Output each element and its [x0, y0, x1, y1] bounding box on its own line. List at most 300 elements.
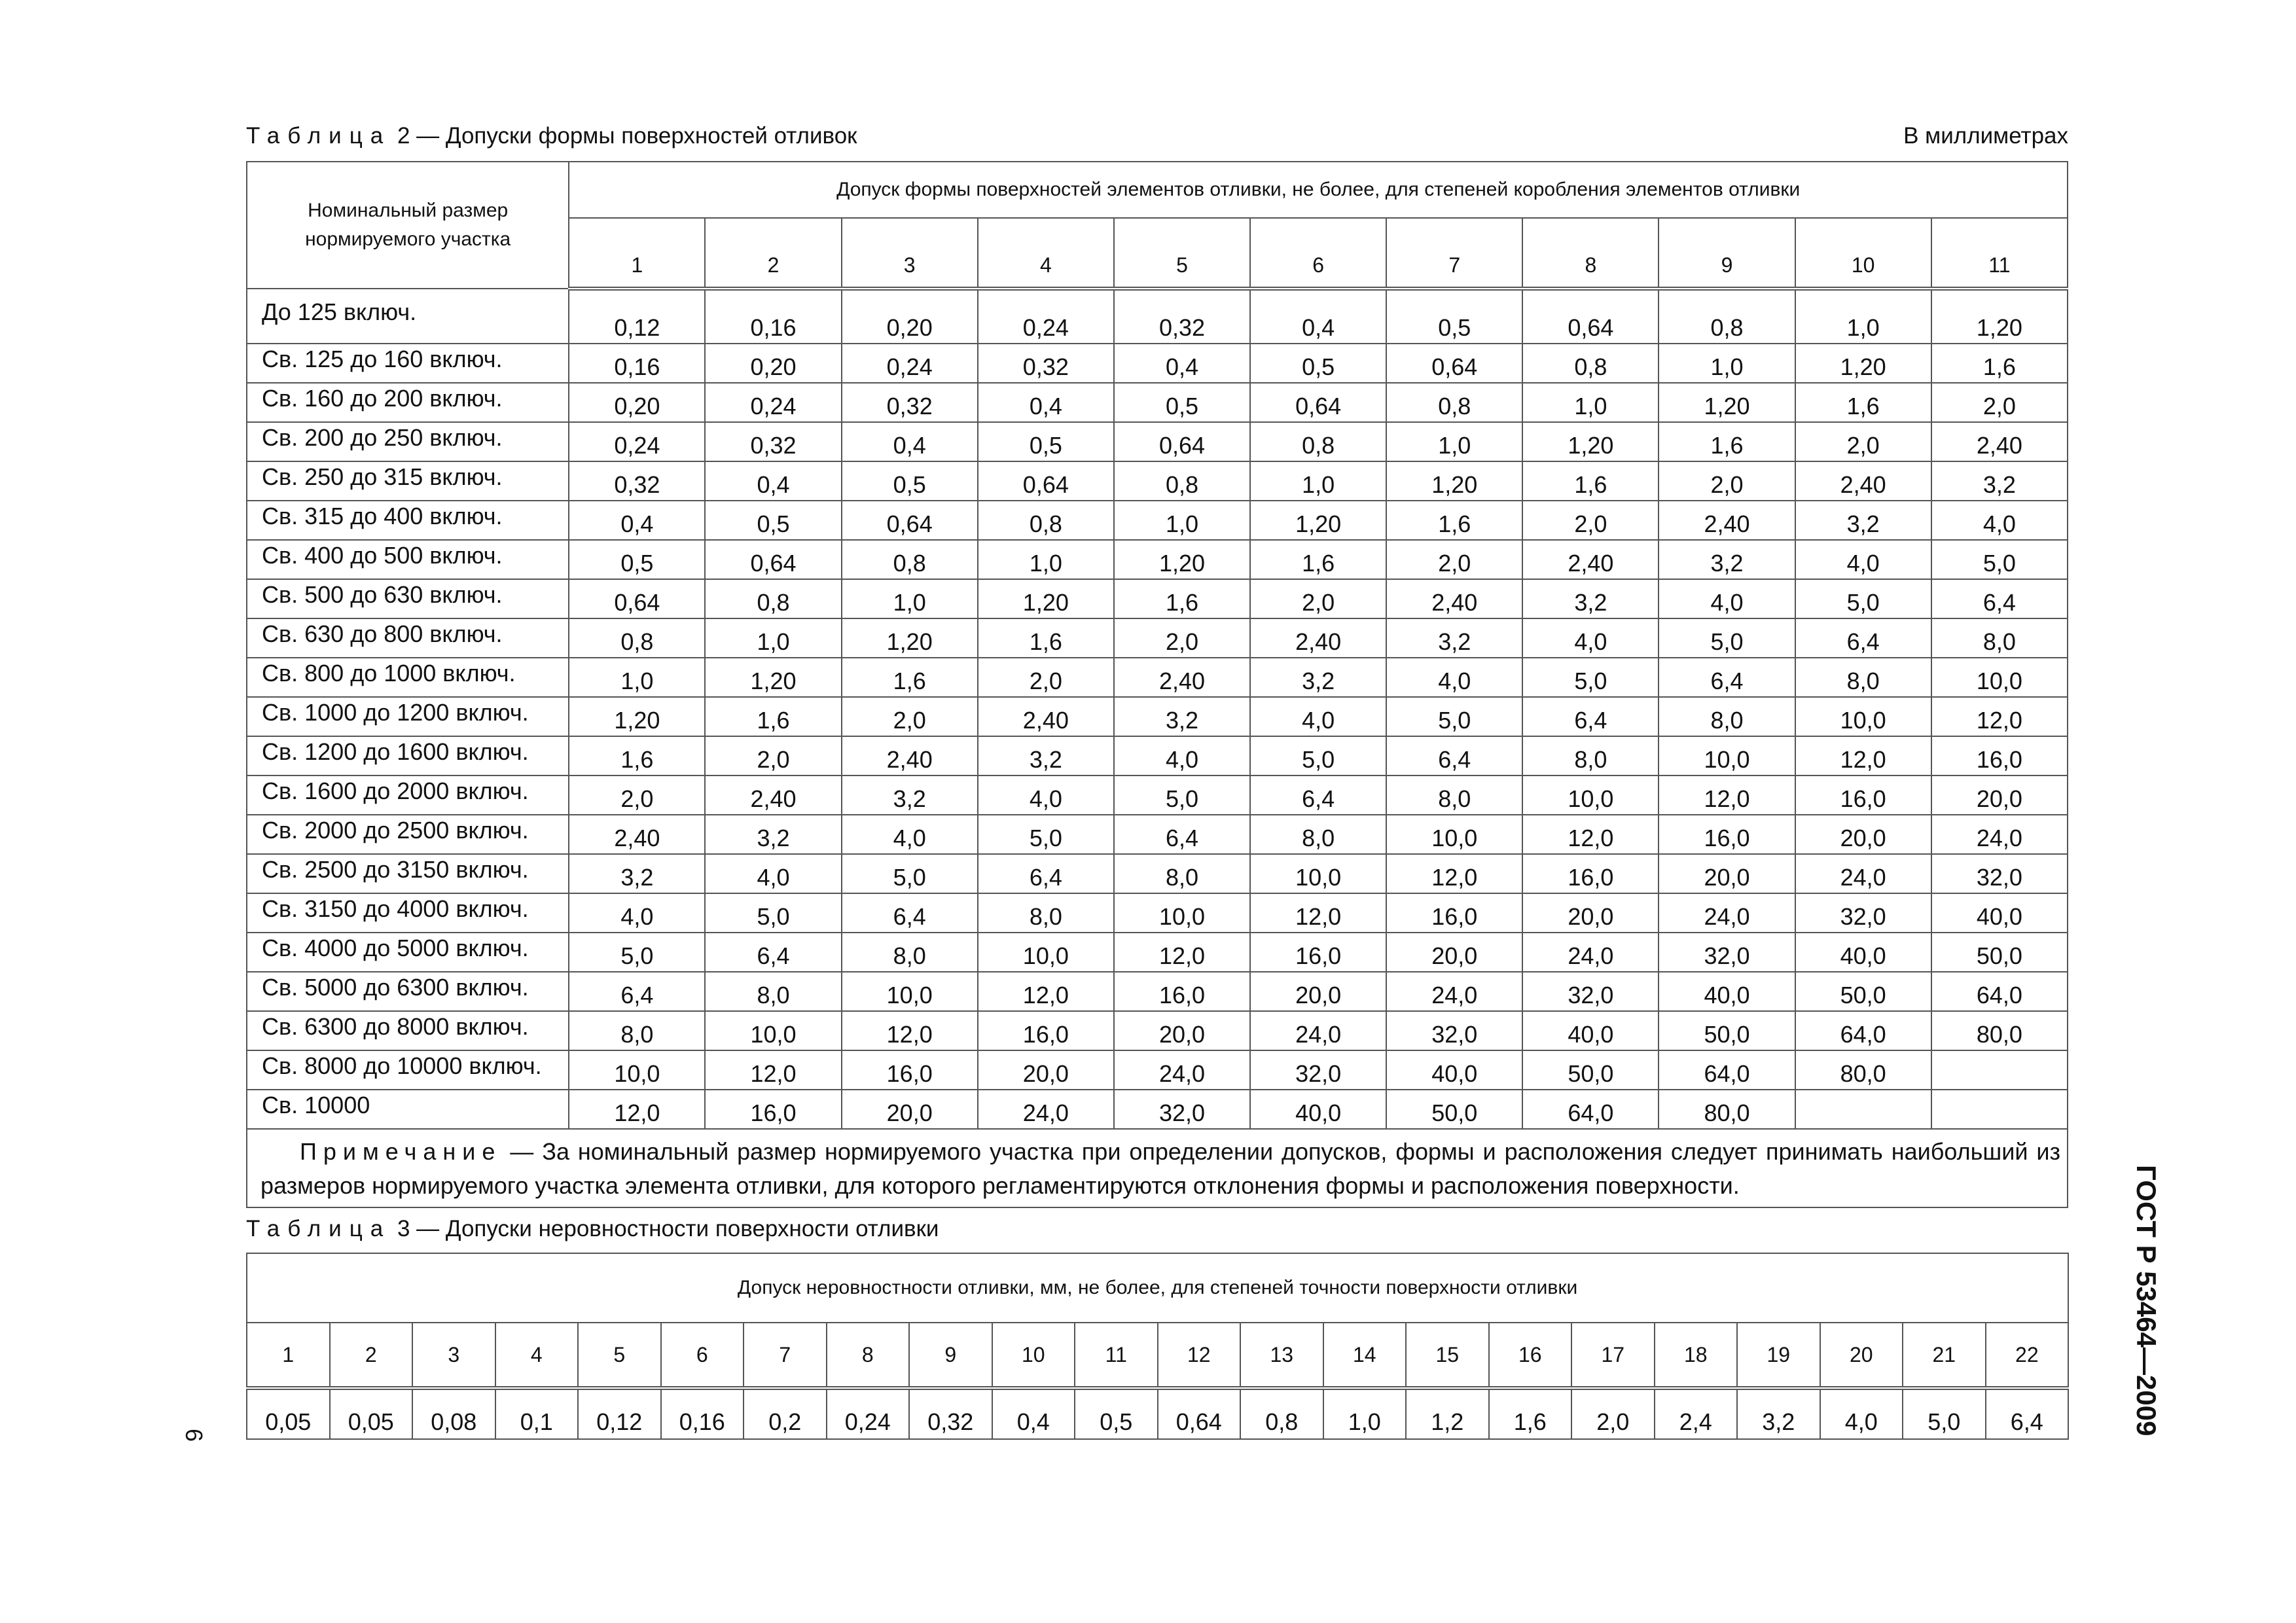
table-row	[247, 1050, 2068, 1090]
table-cell: 0,64	[978, 461, 1114, 501]
table-cell: 40,0	[1250, 1090, 1386, 1129]
table3-column-header: 13	[1240, 1323, 1323, 1388]
table-cell: 3,2	[1795, 501, 1931, 540]
table-cell: 12,0	[1931, 697, 2068, 736]
table-cell: 24,0	[1659, 893, 1795, 933]
row-label: Св. 315 до 400 включ.	[247, 501, 569, 540]
table3-column-header: 20	[1820, 1323, 1903, 1388]
table-cell: 0,5	[705, 501, 841, 540]
table-cell: 1,6	[978, 618, 1114, 658]
table-cell: 12,0	[1659, 776, 1795, 815]
table3-column-header: 22	[1986, 1323, 2069, 1388]
table-cell: 2,0	[1931, 383, 2068, 422]
table2-caption-prefix: Таблица	[246, 123, 391, 149]
table3-group-header: Допуск неровностности отливки, мм, не более, для степеней точности поверхности отливки	[247, 1253, 2068, 1323]
table-cell: 0,5	[569, 540, 705, 579]
table-cell: 20,0	[1931, 776, 2068, 815]
table-cell: 1,6	[1522, 461, 1659, 501]
table-cell: 16,0	[1250, 933, 1386, 972]
table-cell: 5,0	[1250, 736, 1386, 776]
table-cell: 8,0	[978, 893, 1114, 933]
table-cell: 24,0	[1114, 1050, 1250, 1090]
table3-column-header: 1	[247, 1323, 330, 1388]
table-cell: 0,64	[842, 501, 978, 540]
table-cell: 6,4	[569, 972, 705, 1011]
table-cell: 0,64	[1250, 383, 1386, 422]
table-cell: 2,40	[1931, 422, 2068, 461]
row-label: Св. 630 до 800 включ.	[247, 618, 569, 658]
table-cell: 32,0	[1386, 1011, 1522, 1050]
row-label: Св. 1000 до 1200 включ.	[247, 697, 569, 736]
table-cell: 1,0	[1522, 383, 1659, 422]
table-row	[247, 658, 2068, 697]
table-cell: 1,6	[1489, 1388, 1572, 1439]
table-cell: 8,0	[1386, 776, 1522, 815]
table-cell: 4,0	[1386, 658, 1522, 697]
table-cell: 1,20	[1522, 422, 1659, 461]
table-cell: 2,40	[1795, 461, 1931, 501]
table-cell: 0,5	[1386, 289, 1522, 344]
table-cell: 32,0	[1931, 854, 2068, 893]
table2-column-header: 5	[1114, 218, 1250, 289]
table-cell: 1,0	[1323, 1388, 1407, 1439]
table-cell: 50,0	[1795, 972, 1931, 1011]
table-cell: 3,2	[1522, 579, 1659, 618]
table-cell: 8,0	[1931, 618, 2068, 658]
table-cell: 1,0	[1114, 501, 1250, 540]
table3-column-header: 11	[1075, 1323, 1158, 1388]
table-cell: 2,0	[705, 736, 841, 776]
table-cell: 10,0	[978, 933, 1114, 972]
standard-designation: ГОСТ Р 53464—2009	[2131, 1165, 2162, 1436]
table-cell: 2,40	[1250, 618, 1386, 658]
table-cell: 2,40	[978, 697, 1114, 736]
table-cell: 0,20	[842, 289, 978, 344]
table-cell: 0,2	[744, 1388, 827, 1439]
table3-column-header: 10	[992, 1323, 1075, 1388]
table-cell: 0,4	[1114, 344, 1250, 383]
table-cell: 12,0	[1386, 854, 1522, 893]
table3-caption	[246, 1216, 939, 1242]
table-cell: 3,2	[1931, 461, 2068, 501]
table-cell: 4,0	[842, 815, 978, 854]
table-cell	[1795, 1090, 1931, 1129]
table-cell: 24,0	[1250, 1011, 1386, 1050]
table-cell: 2,40	[842, 736, 978, 776]
table-cell: 8,0	[569, 1011, 705, 1050]
row-label: Св. 160 до 200 включ.	[247, 383, 569, 422]
table-cell: 4,0	[1659, 579, 1795, 618]
table-cell: 10,0	[1386, 815, 1522, 854]
table-cell: 0,32	[842, 383, 978, 422]
table-cell: 12,0	[842, 1011, 978, 1050]
table-cell: 1,20	[569, 697, 705, 736]
table-cell: 20,0	[1659, 854, 1795, 893]
row-label: Св. 5000 до 6300 включ.	[247, 972, 569, 1011]
table-cell: 50,0	[1386, 1090, 1522, 1129]
table-cell: 1,6	[705, 697, 841, 736]
table-cell: 5,0	[1114, 776, 1250, 815]
table-cell: 6,4	[842, 893, 978, 933]
table-cell: 80,0	[1931, 1011, 2068, 1050]
table-cell: 6,4	[1114, 815, 1250, 854]
table-cell: 10,0	[842, 972, 978, 1011]
row-label: До 125 включ.	[247, 289, 569, 344]
row-label: Св. 8000 до 10000 включ.	[247, 1050, 569, 1090]
table3-column-header: 21	[1903, 1323, 1986, 1388]
table-cell: 20,0	[1250, 972, 1386, 1011]
table-cell: 2,40	[705, 776, 841, 815]
table-cell: 1,6	[569, 736, 705, 776]
table-cell: 40,0	[1931, 893, 2068, 933]
table-cell: 20,0	[1386, 933, 1522, 972]
table-cell: 24,0	[1386, 972, 1522, 1011]
table-cell: 1,6	[1931, 344, 2068, 383]
table-cell: 5,0	[1386, 697, 1522, 736]
table-cell: 0,8	[842, 540, 978, 579]
table-cell: 1,20	[978, 579, 1114, 618]
table-cell: 6,4	[978, 854, 1114, 893]
row-label: Св. 2500 до 3150 включ.	[247, 854, 569, 893]
table-cell: 0,4	[1250, 289, 1386, 344]
table-cell: 32,0	[1659, 933, 1795, 972]
table-cell: 0,24	[569, 422, 705, 461]
table-cell: 16,0	[842, 1050, 978, 1090]
table3-caption-title: 3 — Допуски неровностности поверхности отливки	[391, 1216, 939, 1241]
table-cell: 4,0	[1820, 1388, 1903, 1439]
table-cell: 40,0	[1522, 1011, 1659, 1050]
table-cell: 2,4	[1655, 1388, 1738, 1439]
table-cell: 1,0	[569, 658, 705, 697]
table-cell: 16,0	[1931, 736, 2068, 776]
table-cell: 0,32	[978, 344, 1114, 383]
table-cell: 50,0	[1931, 933, 2068, 972]
table-row	[247, 1090, 2068, 1129]
table-cell: 0,24	[705, 383, 841, 422]
table-cell: 2,0	[1250, 579, 1386, 618]
row-label: Св. 3150 до 4000 включ.	[247, 893, 569, 933]
table-row	[247, 1011, 2068, 1050]
table2-column-header: 10	[1795, 218, 1931, 289]
row-label: Св. 500 до 630 включ.	[247, 579, 569, 618]
table-cell: 12,0	[978, 972, 1114, 1011]
table-cell: 5,0	[1522, 658, 1659, 697]
table-row	[247, 422, 2068, 461]
table-cell: 8,0	[1250, 815, 1386, 854]
table-cell: 1,2	[1406, 1388, 1489, 1439]
table-cell: 40,0	[1659, 972, 1795, 1011]
table-cell: 0,16	[569, 344, 705, 383]
table-cell: 6,4	[1986, 1388, 2069, 1439]
table-cell: 2,0	[842, 697, 978, 736]
table-cell: 20,0	[1114, 1011, 1250, 1050]
table-cell: 16,0	[1795, 776, 1931, 815]
row-label: Св. 250 до 315 включ.	[247, 461, 569, 501]
table-cell: 2,0	[978, 658, 1114, 697]
table-cell: 0,32	[705, 422, 841, 461]
table2-column-header: 1	[569, 218, 705, 289]
table-cell: 6,4	[1659, 658, 1795, 697]
table-cell: 16,0	[1659, 815, 1795, 854]
table-cell: 1,0	[1659, 344, 1795, 383]
table-cell: 2,40	[1386, 579, 1522, 618]
table-row	[247, 933, 2068, 972]
table-cell: 10,0	[1931, 658, 2068, 697]
table-cell: 0,4	[569, 501, 705, 540]
table-cell: 20,0	[1795, 815, 1931, 854]
table-cell: 3,2	[1737, 1388, 1820, 1439]
table-cell: 4,0	[1250, 697, 1386, 736]
table-cell: 64,0	[1522, 1090, 1659, 1129]
table-cell: 10,0	[1522, 776, 1659, 815]
table3-column-header: 16	[1489, 1323, 1572, 1388]
table-row	[247, 618, 2068, 658]
table-cell: 16,0	[1386, 893, 1522, 933]
table-cell: 4,0	[1795, 540, 1931, 579]
table-cell: 5,0	[978, 815, 1114, 854]
table-cell: 1,6	[1659, 422, 1795, 461]
table-cell: 6,4	[705, 933, 841, 972]
table-cell: 6,4	[1931, 579, 2068, 618]
table-cell: 64,0	[1795, 1011, 1931, 1050]
table-cell: 0,4	[978, 383, 1114, 422]
table3-column-header: 17	[1571, 1323, 1655, 1388]
table-row	[247, 383, 2068, 422]
table-cell: 0,64	[705, 540, 841, 579]
table3-column-header: 9	[909, 1323, 992, 1388]
table-cell: 16,0	[1522, 854, 1659, 893]
table-cell: 8,0	[705, 972, 841, 1011]
table-cell: 0,8	[978, 501, 1114, 540]
table-cell: 2,0	[1571, 1388, 1655, 1439]
table-cell: 0,12	[578, 1388, 661, 1439]
table-cell: 12,0	[1114, 933, 1250, 972]
table3-caption-prefix: Таблица	[246, 1216, 391, 1241]
table2-column-header: 8	[1522, 218, 1659, 289]
table-cell: 1,20	[1114, 540, 1250, 579]
row-label: Св. 125 до 160 включ.	[247, 344, 569, 383]
table-cell: 3,2	[1386, 618, 1522, 658]
table-cell: 20,0	[842, 1090, 978, 1129]
table-cell: 2,0	[1522, 501, 1659, 540]
table3-column-header: 7	[744, 1323, 827, 1388]
table-cell: 0,64	[1158, 1388, 1241, 1439]
table-cell: 0,1	[495, 1388, 579, 1439]
table-cell: 0,16	[661, 1388, 744, 1439]
table-cell: 20,0	[978, 1050, 1114, 1090]
table-row	[247, 893, 2068, 933]
table-cell: 1,20	[1795, 344, 1931, 383]
table-cell: 0,20	[569, 383, 705, 422]
table-cell: 6,4	[1522, 697, 1659, 736]
table3-column-header: 4	[495, 1323, 579, 1388]
table-row	[247, 461, 2068, 501]
table-cell: 0,64	[1522, 289, 1659, 344]
table-cell: 4,0	[1522, 618, 1659, 658]
table-cell: 5,0	[569, 933, 705, 972]
row-label: Св. 10000	[247, 1090, 569, 1129]
table-cell: 1,6	[1795, 383, 1931, 422]
table-cell: 24,0	[1522, 933, 1659, 972]
table-cell: 32,0	[1522, 972, 1659, 1011]
table-cell: 5,0	[1659, 618, 1795, 658]
table-cell: 3,2	[1659, 540, 1795, 579]
table2-note	[247, 1129, 2068, 1207]
table-cell: 0,24	[978, 289, 1114, 344]
row-label: Св. 200 до 250 включ.	[247, 422, 569, 461]
table-cell: 10,0	[1114, 893, 1250, 933]
row-label: Св. 1600 до 2000 включ.	[247, 776, 569, 815]
table2	[246, 161, 2068, 1208]
table3-column-header: 2	[330, 1323, 413, 1388]
table-cell: 0,8	[705, 579, 841, 618]
table2-column-header: 6	[1250, 218, 1386, 289]
table-cell: 0,32	[909, 1388, 992, 1439]
table-cell: 1,0	[1250, 461, 1386, 501]
table-cell: 10,0	[705, 1011, 841, 1050]
table-cell: 0,05	[247, 1388, 330, 1439]
table-cell: 0,24	[827, 1388, 910, 1439]
table2-col0-header: Номинальный размер нормируемого участка	[247, 162, 569, 289]
table-cell: 6,4	[1250, 776, 1386, 815]
table-cell: 5,0	[1903, 1388, 1986, 1439]
table-cell: 2,40	[1659, 501, 1795, 540]
table-cell: 2,40	[569, 815, 705, 854]
table2-caption-title: 2 — Допуски формы поверхностей отливок	[391, 123, 857, 149]
table2-column-header: 2	[705, 218, 841, 289]
table-cell: 4,0	[1114, 736, 1250, 776]
table-cell: 3,2	[569, 854, 705, 893]
table-cell: 32,0	[1795, 893, 1931, 933]
table-cell	[1931, 1090, 2068, 1129]
table-cell: 8,0	[842, 933, 978, 972]
table-cell: 0,4	[705, 461, 841, 501]
table-cell: 20,0	[1522, 893, 1659, 933]
table-row	[247, 697, 2068, 736]
row-label: Св. 400 до 500 включ.	[247, 540, 569, 579]
table-cell: 40,0	[1386, 1050, 1522, 1090]
table-cell: 1,0	[842, 579, 978, 618]
table-cell: 0,4	[992, 1388, 1075, 1439]
row-label: Св. 4000 до 5000 включ.	[247, 933, 569, 972]
table-cell: 0,8	[1250, 422, 1386, 461]
table-cell: 50,0	[1522, 1050, 1659, 1090]
table-cell: 0,16	[705, 289, 841, 344]
table2-column-header: 11	[1931, 218, 2068, 289]
row-label: Св. 800 до 1000 включ.	[247, 658, 569, 697]
table-row	[247, 854, 2068, 893]
table-cell: 0,32	[569, 461, 705, 501]
table-cell: 2,0	[1386, 540, 1522, 579]
table-cell: 0,08	[412, 1388, 495, 1439]
page-number: 6	[181, 1428, 208, 1442]
table-cell: 1,6	[842, 658, 978, 697]
table-cell: 0,64	[1114, 422, 1250, 461]
table-cell: 3,2	[1114, 697, 1250, 736]
table-cell: 64,0	[1931, 972, 2068, 1011]
table-cell: 64,0	[1659, 1050, 1795, 1090]
table-cell: 8,0	[1114, 854, 1250, 893]
table-cell: 1,0	[978, 540, 1114, 579]
table-cell: 0,8	[1386, 383, 1522, 422]
table2-column-header: 7	[1386, 218, 1522, 289]
row-label: Св. 2000 до 2500 включ.	[247, 815, 569, 854]
table-cell: 0,64	[1386, 344, 1522, 383]
table-cell: 0,5	[1250, 344, 1386, 383]
table-cell: 80,0	[1659, 1090, 1795, 1129]
table-cell: 0,8	[1522, 344, 1659, 383]
table-row	[247, 776, 2068, 815]
table-cell: 4,0	[978, 776, 1114, 815]
table-row	[247, 815, 2068, 854]
table-cell: 6,4	[1795, 618, 1931, 658]
table-cell: 24,0	[1795, 854, 1931, 893]
table3-column-header: 19	[1737, 1323, 1820, 1388]
table-cell: 10,0	[569, 1050, 705, 1090]
table-cell: 0,05	[330, 1388, 413, 1439]
table3-column-header: 3	[412, 1323, 495, 1388]
table2-column-header: 9	[1659, 218, 1795, 289]
table3-values-row	[247, 1388, 2068, 1439]
table-cell: 12,0	[1522, 815, 1659, 854]
table-cell: 0,32	[1114, 289, 1250, 344]
table-cell: 0,64	[569, 579, 705, 618]
table-cell: 16,0	[978, 1011, 1114, 1050]
table-cell: 1,20	[1386, 461, 1522, 501]
table-cell: 16,0	[705, 1090, 841, 1129]
table-cell: 4,0	[569, 893, 705, 933]
table-row	[247, 579, 2068, 618]
table2-units: В миллиметрах	[1903, 123, 2068, 149]
table2-column-header: 3	[842, 218, 978, 289]
table3-column-header: 5	[578, 1323, 661, 1388]
table-cell: 1,20	[1659, 383, 1795, 422]
table-row	[247, 289, 2068, 344]
table-cell: 8,0	[1659, 697, 1795, 736]
table3-column-header: 15	[1406, 1323, 1489, 1388]
table-cell: 10,0	[1659, 736, 1795, 776]
table-cell: 0,5	[842, 461, 978, 501]
table2-column-header: 4	[978, 218, 1114, 289]
table-cell: 2,0	[1114, 618, 1250, 658]
table-row	[247, 540, 2068, 579]
table-cell: 0,8	[1240, 1388, 1323, 1439]
table-cell: 1,0	[1795, 289, 1931, 344]
table-cell: 0,8	[569, 618, 705, 658]
table-cell: 0,5	[1114, 383, 1250, 422]
table-cell: 8,0	[1522, 736, 1659, 776]
table-cell: 8,0	[1795, 658, 1931, 697]
table-cell: 0,4	[842, 422, 978, 461]
table-row	[247, 344, 2068, 383]
table2-group-header: Допуск формы поверхностей элементов отливки, не более, для степеней коробления элементов отливки	[569, 162, 2068, 218]
table3-column-header: 8	[827, 1323, 910, 1388]
table-cell: 4,0	[1931, 501, 2068, 540]
table-row	[247, 972, 2068, 1011]
table-cell: 4,0	[705, 854, 841, 893]
table3-column-header: 14	[1323, 1323, 1407, 1388]
table-cell: 24,0	[1931, 815, 2068, 854]
table-cell: 32,0	[1250, 1050, 1386, 1090]
table3	[246, 1253, 2069, 1440]
table-cell: 0,5	[978, 422, 1114, 461]
table3-column-header: 12	[1158, 1323, 1241, 1388]
table-row	[247, 736, 2068, 776]
table-cell: 1,6	[1386, 501, 1522, 540]
row-label: Св. 6300 до 8000 включ.	[247, 1011, 569, 1050]
table-cell: 1,0	[1386, 422, 1522, 461]
table-cell: 50,0	[1659, 1011, 1795, 1050]
